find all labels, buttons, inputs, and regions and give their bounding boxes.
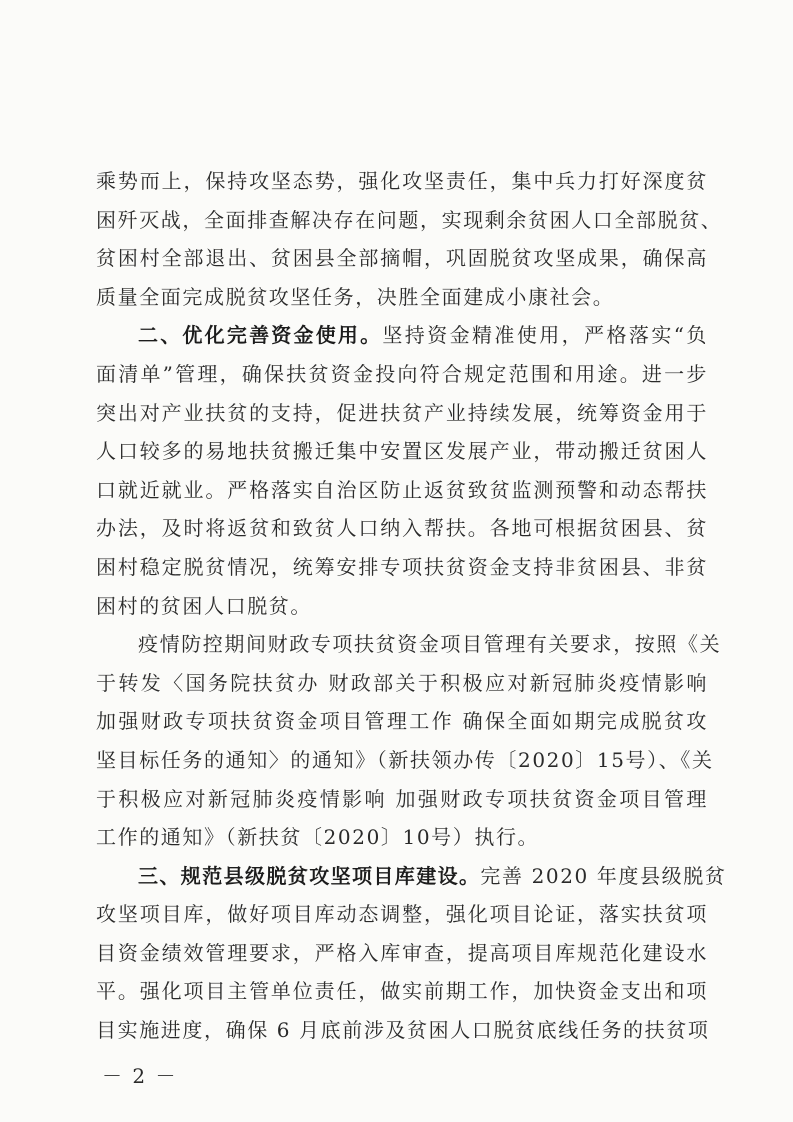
paragraph-first-line (96, 316, 708, 355)
paragraph-line: 目实施进度，确保 6 月底前涉及贫困人口脱贫底线任务的扶贫项 (96, 1018, 710, 1043)
paragraph-first-line: 疫情防控期间财政专项扶贫资金项目管理有关要求，按照《关 (138, 632, 722, 657)
section-heading-2: 二、优化完善资金使用。 (138, 323, 383, 348)
paragraph-line: 坚目标任务的通知〉的通知》（新扶领办传〔2020〕15号）、《关 (96, 747, 714, 772)
paragraph-line: 乘势而上，保持攻坚态势，强化攻坚责任，集中兵力打好深度贫 (96, 169, 708, 193)
paragraph-line: 困村稳定脱贫情况，统筹安排专项扶贫资金支持非贫困县、非贫 (96, 554, 708, 579)
paragraph-line: 办法，及时将返贫和致贫人口纳入帮扶。各地可根据贫困县、贫 (96, 516, 708, 541)
page-number: － 2 － (102, 1064, 178, 1088)
paragraph-line: 困村的贫困人口脱贫。 (96, 593, 312, 618)
body-text (96, 162, 727, 1050)
paragraph-line: 贫困村全部退出、贫困县全部摘帽，巩固脱贫攻坚成果，确保高 (96, 246, 708, 271)
paragraph-line: 面清单”管理，确保扶贫资金投向符合规定范围和用途。进一步 (96, 361, 708, 386)
paragraph-line: 突出对产业扶贫的支持，促进扶贫产业持续发展，统筹资金用于 (96, 400, 708, 425)
paragraph-line: 质量全面完成脱贫攻坚任务，决胜全面建成小康社会。 (96, 284, 615, 309)
paragraph-line: 平。强化项目主管单位责任，做实前期工作，加快资金支出和项 (96, 979, 708, 1004)
paragraph-line: 困歼灭战，全面排查解决存在问题，实现剩余贫困人口全部脱贫、 (96, 207, 723, 232)
paragraph-line: 攻坚项目库，做好项目库动态调整，强化项目论证，落实扶贫项 (96, 902, 708, 927)
paragraph-text: 完善 2020 年度县级脱贫 (480, 863, 727, 888)
section-heading-3: 三、规范县级脱贫攻坚项目库建设。 (138, 863, 481, 888)
paragraph-text: 坚持资金精准使用，严格落实“负 (382, 323, 708, 348)
paragraph-line: 人口较多的易地扶贫搬迁集中安置区发展产业，带动搬迁贫困人 (96, 439, 708, 464)
paragraph-line: 加强财政专项扶贫资金项目管理工作 确保全面如期完成脱贫攻 (96, 709, 708, 734)
paragraph-line: 目资金绩效管理要求，严格入库审查，提高项目库规范化建设水 (96, 940, 708, 965)
paragraph-line: 于转发〈国务院扶贫办 财政部关于积极应对新冠肺炎疫情影响 (96, 670, 708, 695)
paragraph-line: 工作的通知》（新扶贫〔2020〕10号）执行。 (96, 825, 540, 850)
paragraph-line: 口就近就业。严格落实自治区防止返贫致贫监测预警和动态帮扶 (96, 477, 708, 502)
paragraph-first-line (96, 857, 727, 896)
paragraph-line: 于积极应对新冠肺炎疫情影响 加强财政专项扶贫资金项目管理 (96, 786, 708, 811)
